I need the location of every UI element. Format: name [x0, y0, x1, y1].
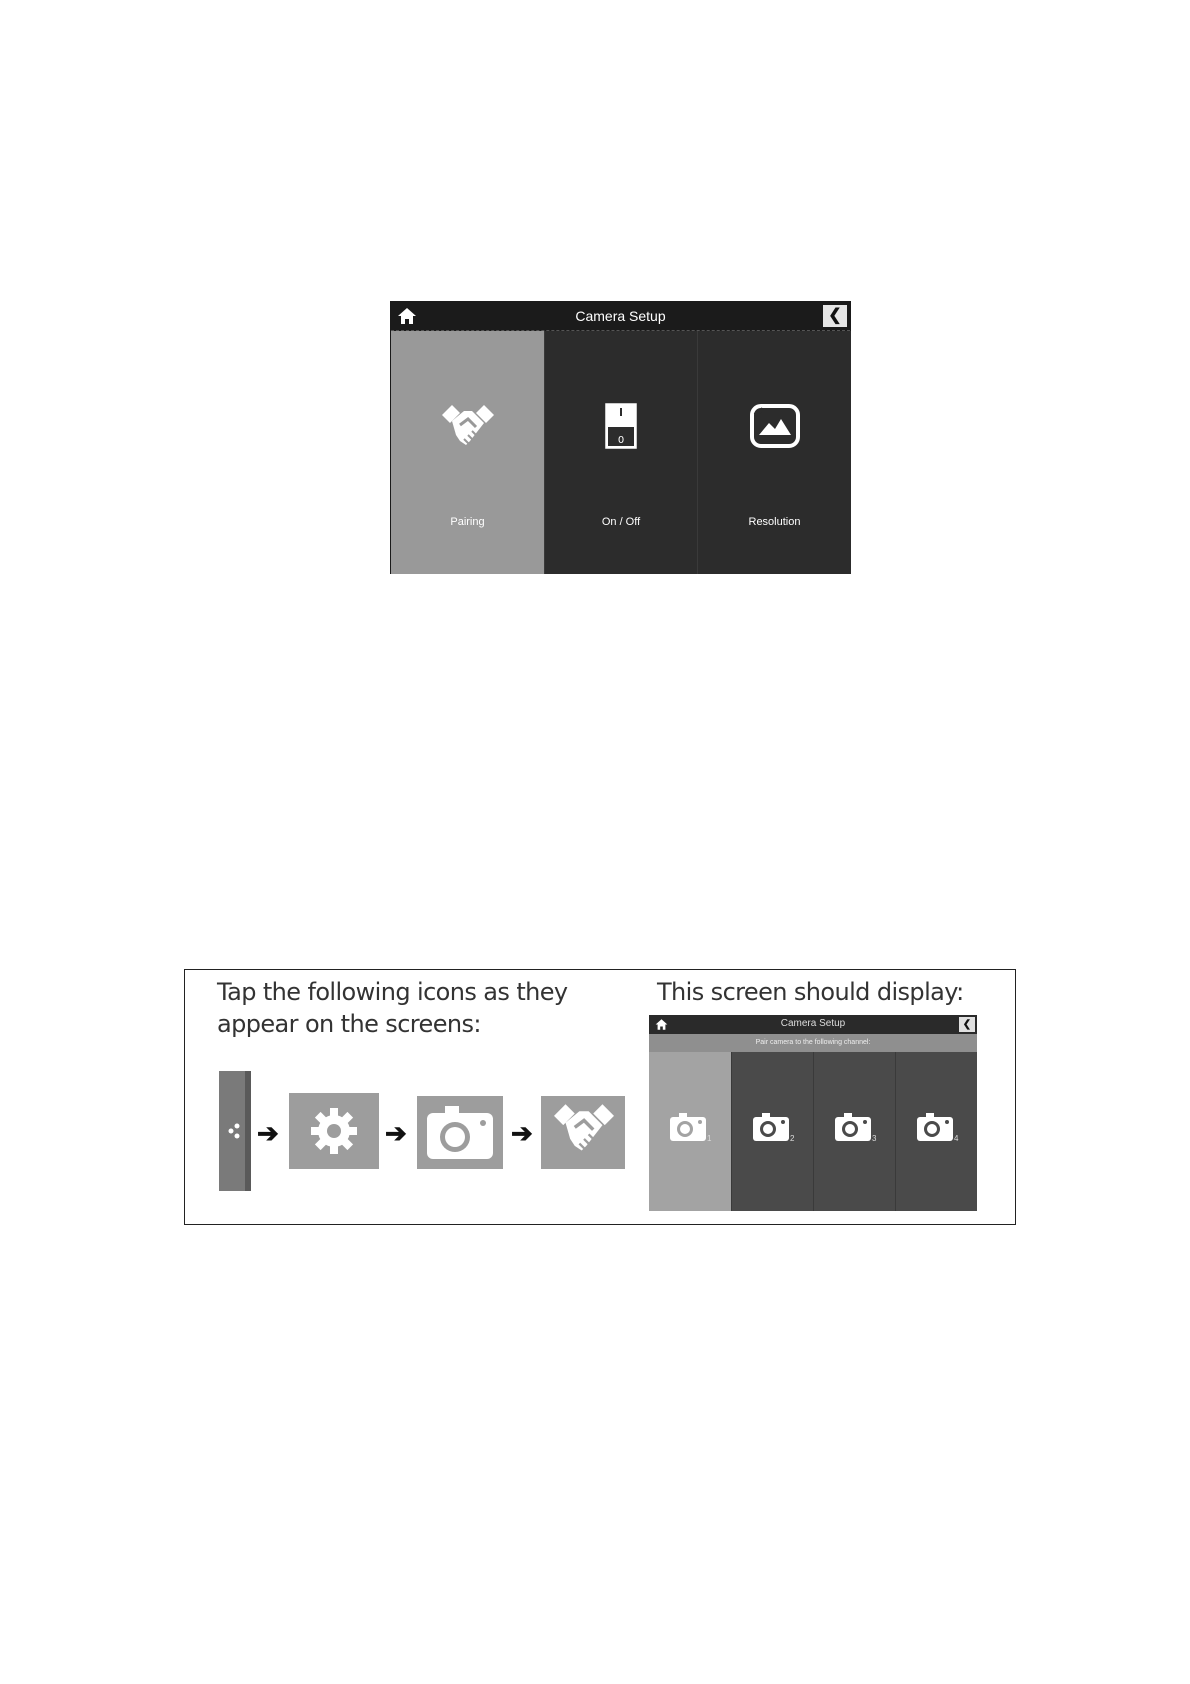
tile-on-off[interactable]	[544, 331, 697, 574]
channel-number: 3	[872, 1134, 877, 1143]
power-switch-icon	[605, 403, 637, 449]
channel-tile[interactable]	[649, 1052, 731, 1211]
back-button[interactable]: ❮	[823, 305, 847, 327]
handshake-icon	[541, 1096, 625, 1169]
tile-label: Resolution	[748, 516, 801, 528]
pair-camera-screen	[649, 1015, 977, 1211]
channel-tile[interactable]	[895, 1052, 977, 1211]
camera-icon	[752, 1112, 790, 1142]
tile-label: On / Off	[601, 516, 641, 528]
landscape-image-icon	[749, 403, 801, 449]
channel-number: 1	[707, 1134, 712, 1143]
arrow-icon: ➔	[511, 1118, 533, 1148]
channel-number: 2	[790, 1134, 795, 1143]
screen-title: Camera Setup	[780, 1018, 846, 1029]
channel-number: 4	[954, 1134, 959, 1143]
screen-subtitle: Pair camera to the following channel:	[649, 1034, 977, 1052]
arrow-icon: ➔	[385, 1118, 407, 1148]
display-instruction: This screen should display:	[657, 978, 964, 1006]
channel-tile[interactable]	[731, 1052, 813, 1211]
back-button[interactable]: ❮	[959, 1017, 975, 1032]
camera-icon	[834, 1112, 872, 1142]
tile-label: Pairing	[450, 516, 485, 528]
tap-instruction: Tap the following icons as they appear on the screens:	[217, 978, 568, 1038]
tile-pairing[interactable]	[391, 331, 544, 574]
screen-header	[649, 1015, 977, 1034]
camera-icon	[669, 1112, 707, 1142]
menu-tab-icon	[219, 1071, 251, 1191]
camera-setup-screen	[390, 301, 851, 574]
screen-title: Camera Setup	[575, 308, 666, 324]
handshake-icon	[438, 403, 498, 455]
svg-text:0: 0	[617, 435, 625, 446]
screen-header	[391, 302, 850, 331]
camera-icon	[916, 1112, 954, 1142]
channel-tile[interactable]	[813, 1052, 895, 1211]
tile-resolution[interactable]	[697, 331, 851, 574]
gear-icon	[289, 1093, 379, 1169]
arrow-icon: ➔	[257, 1118, 279, 1148]
instruction-box	[184, 969, 1016, 1225]
camera-icon	[417, 1096, 503, 1169]
